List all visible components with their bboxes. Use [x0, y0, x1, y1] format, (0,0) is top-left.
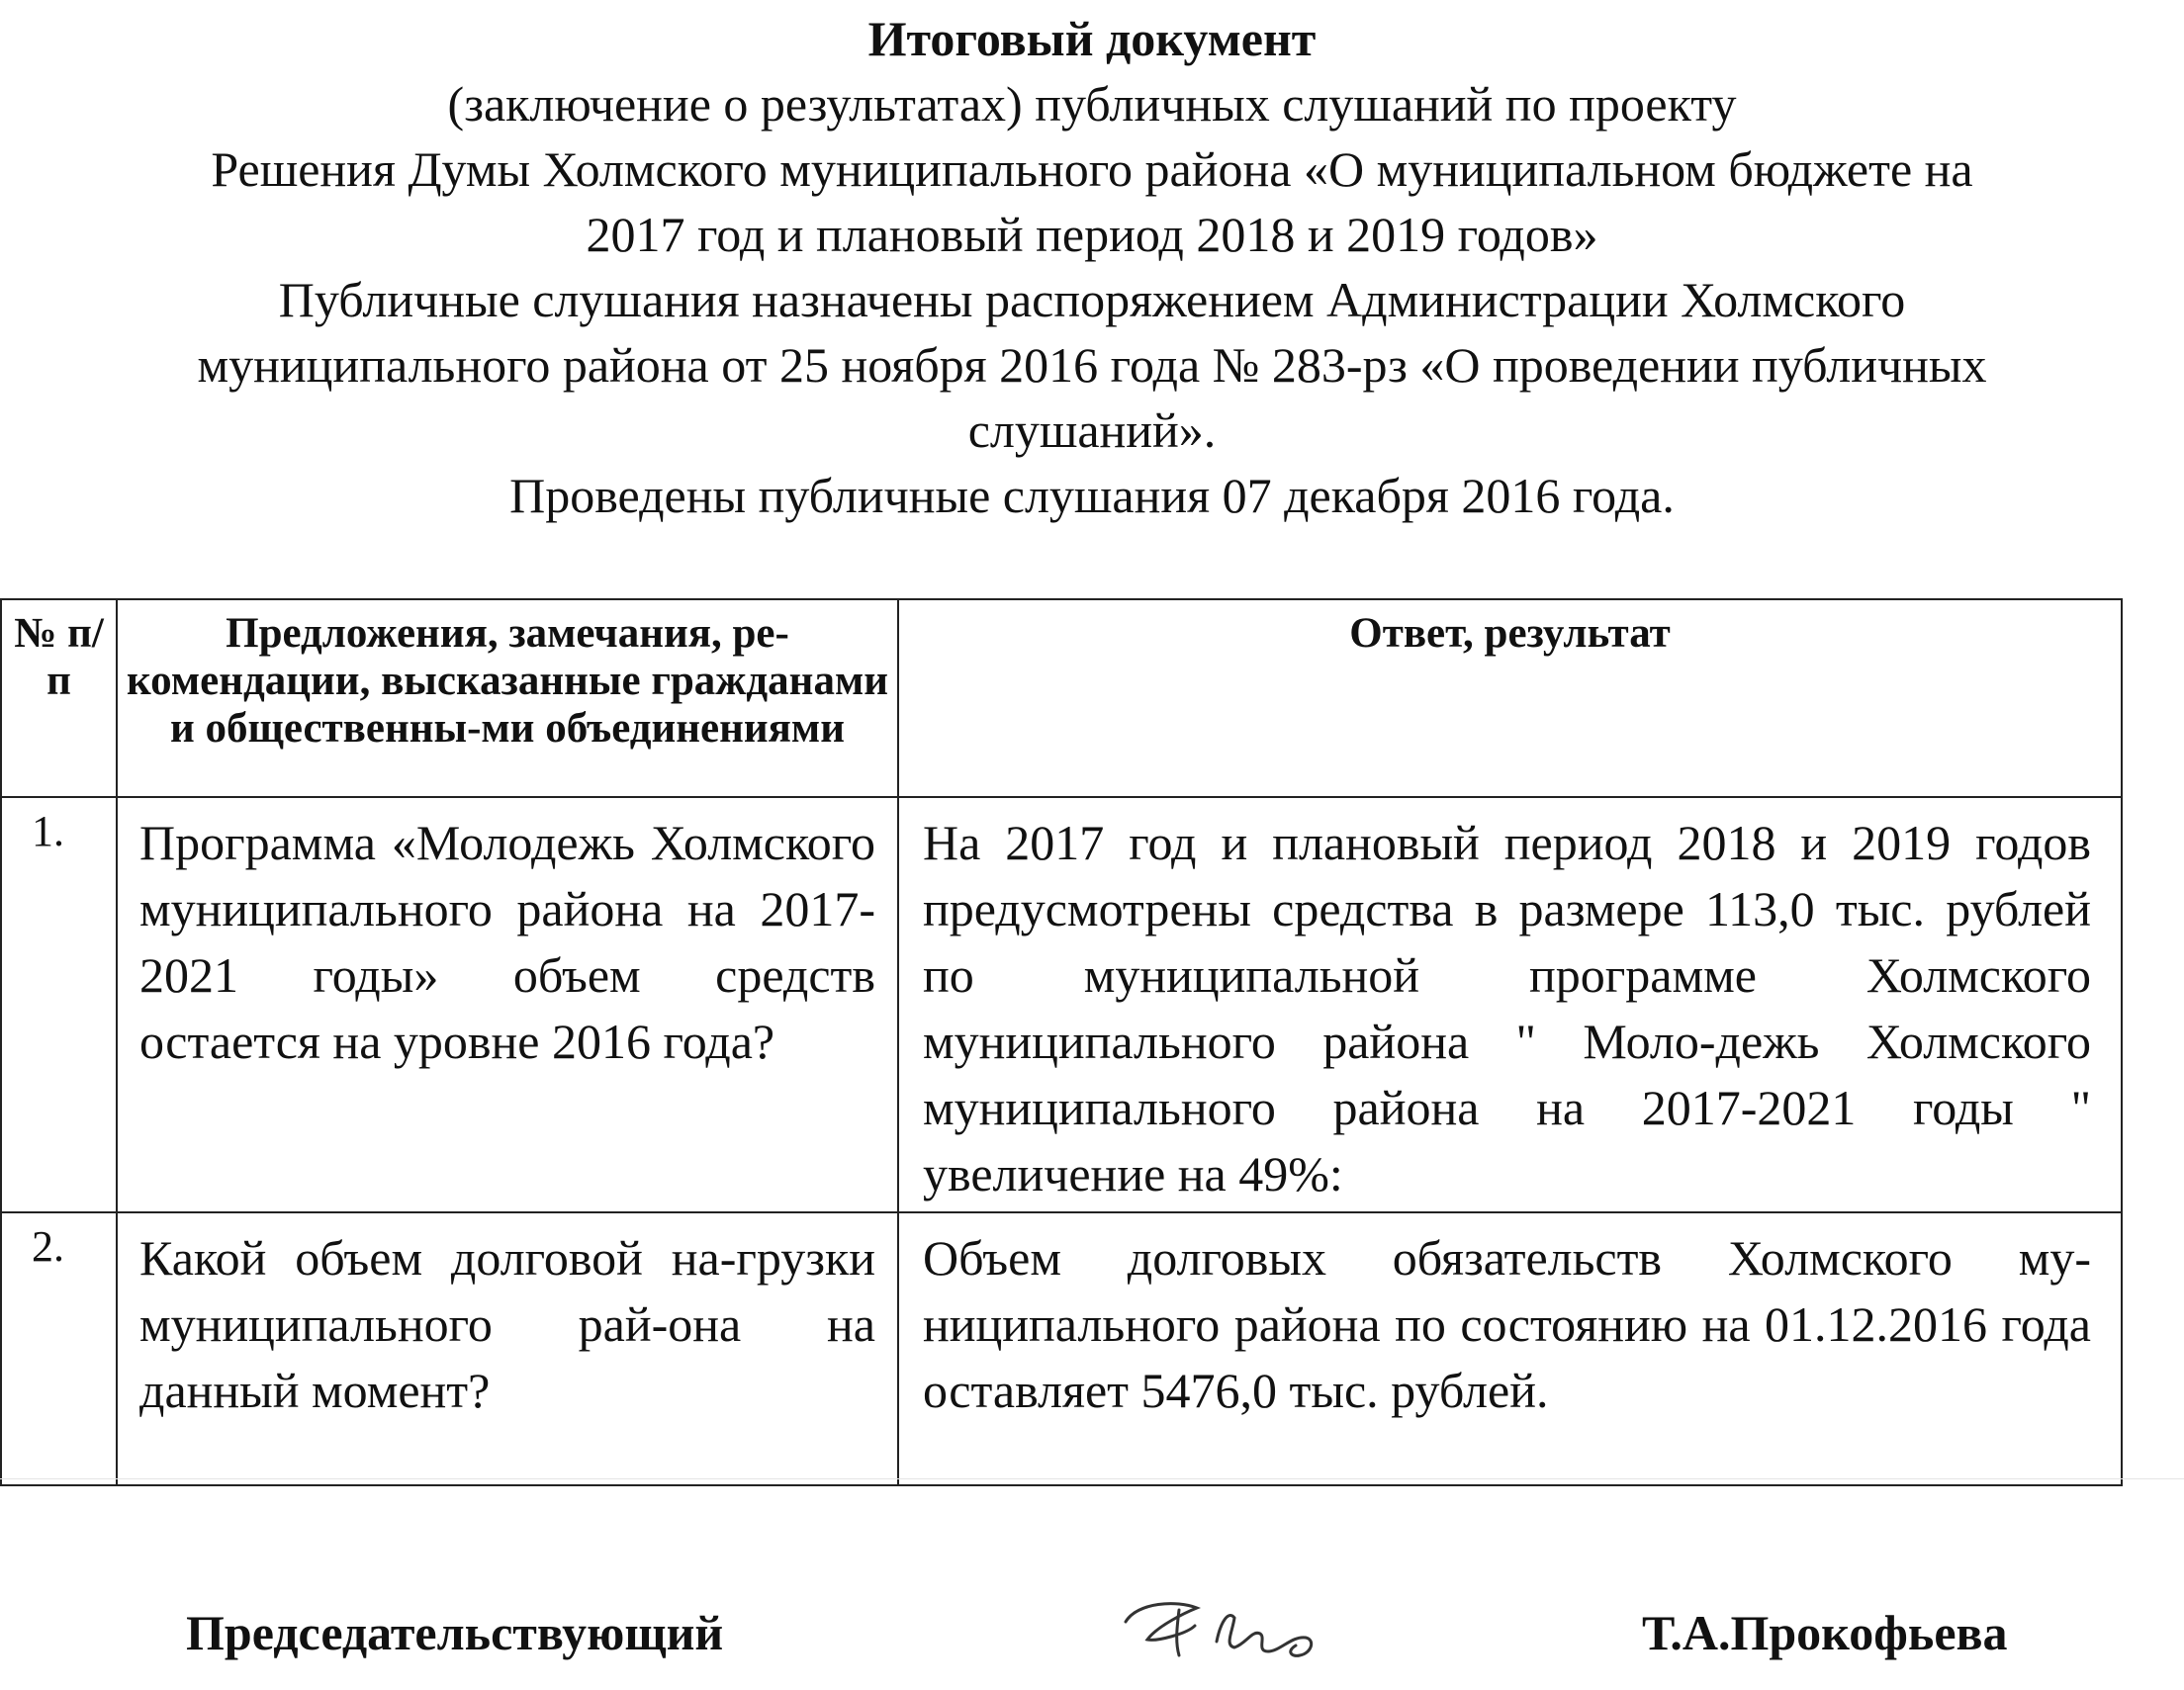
signature-label: Председательствующий [186, 1605, 724, 1660]
row-question: Какой объем долговой на-грузки муниципального рай-она на данный момент? [117, 1212, 898, 1485]
heading-line-5: муниципального района от 25 ноября 2016 года № 283-рз «О проведении публичных [197, 337, 1987, 393]
row-number: 1. [1, 797, 117, 1212]
document-title: Итоговый документ [867, 11, 1317, 66]
document-heading [0, 6, 2184, 528]
table-row [1, 797, 2122, 1212]
heading-line-7: Проведены публичные слушания 07 декабря 2016 года. [509, 468, 1675, 523]
heading-line-6: слушаний». [967, 402, 1217, 458]
heading-line-1: (заключение о результатах) публичных слушаний по проекту [447, 76, 1737, 132]
handwritten-signature [1118, 1582, 1345, 1671]
row-question: Программа «Молодежь Холмского муниципального района на 2017-2021 годы» объем средств остается на уровне 2016 года? [117, 797, 898, 1212]
header-proposals: Предложения, замечания, ре-комендации, высказанные гражданами и общественны-ми объединениями [117, 599, 898, 797]
row-answer: На 2017 год и плановый период 2018 и 2019 годов предусмотрены средства в размере 113,0 тыс. рублей по муниципальной программе Холмского муниципального района " Моло-дежь Холмского муниципального района на 2017-2021 годы " увеличение на 49%: [898, 797, 2122, 1212]
header-num: № п/п [1, 599, 117, 797]
table-row [1, 1212, 2122, 1485]
signatory-name: Т.А.Прокофьева [1642, 1605, 2008, 1660]
header-answer: Ответ, результат [898, 599, 2122, 797]
row-answer: Объем долговых обязательств Холмского му-ниципального района по состоянию на 01.12.2016 года оставляет 5476,0 тыс. рублей. [898, 1212, 2122, 1485]
table-header-row [1, 599, 2122, 797]
heading-line-3: 2017 год и плановый период 2018 и 2019 годов» [586, 207, 1598, 262]
scan-divider [0, 1478, 2184, 1479]
row-number: 2. [1, 1212, 117, 1485]
results-table [0, 598, 2123, 1486]
heading-line-2: Решения Думы Холмского муниципального района «О муниципальном бюджете на [211, 141, 1973, 197]
heading-line-4: Публичные слушания назначены распоряжением Администрации Холмского [278, 272, 1906, 327]
